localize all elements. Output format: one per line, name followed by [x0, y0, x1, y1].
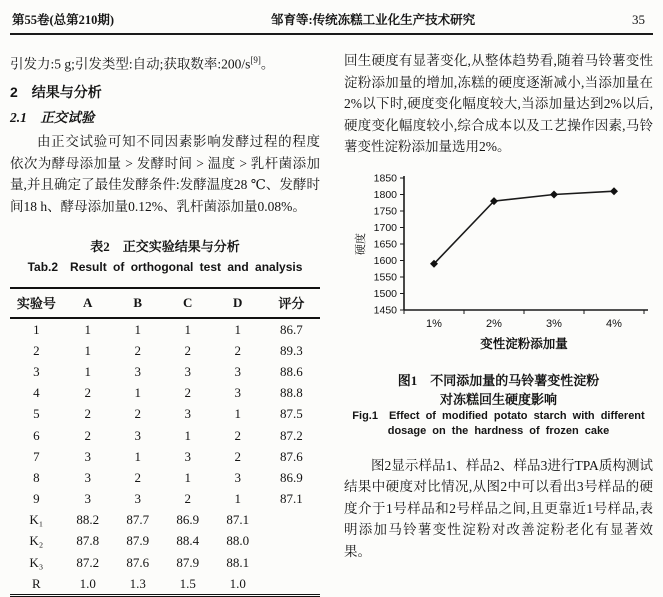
table-cell: 2 [184, 385, 191, 401]
table-cell: 3 [33, 363, 40, 379]
table-row [10, 383, 320, 404]
page-number: 35 [632, 12, 645, 27]
y-tick-label: 1700 [373, 221, 397, 234]
x-tick-label: 4% [606, 317, 622, 330]
table-cell: 87.2 [76, 554, 100, 570]
intro-text: 引发力:5 g;引发类型:自动;获取数率:200/s [10, 56, 251, 72]
table-cell: 1.0 [79, 575, 96, 591]
data-point [550, 190, 558, 198]
table-cell: 86.9 [280, 469, 303, 485]
table-cell: 3 [84, 469, 91, 485]
table-cell: 3 [234, 469, 241, 485]
table-cell: 87.6 [280, 448, 303, 464]
table-cell: 3 [234, 363, 241, 379]
table-cell: 87.6 [126, 554, 150, 570]
two-column-layout [10, 35, 653, 597]
table-cell: 1 [84, 321, 91, 337]
y-tick-label: 1600 [373, 254, 397, 267]
table-cell: 3 [134, 427, 141, 443]
table-cell: 2 [84, 427, 91, 443]
table-cell [263, 573, 320, 596]
table-cell: 2 [134, 406, 141, 422]
y-axis-label: 硬度 [355, 232, 367, 255]
y-tick-label: 1800 [373, 188, 397, 201]
left-column [10, 50, 320, 597]
figure-caption-en-line2: dosage on the hardness of frozen cake [387, 424, 610, 437]
table-cell: 89.3 [280, 342, 303, 358]
table-cell: 2 [134, 469, 141, 485]
table-cell: 1 [184, 321, 191, 337]
running-title: 邹育等:传统冻糕工业化生产技术研究 [270, 13, 476, 27]
table-cell: 2 [184, 342, 191, 358]
table-cell: 87.8 [76, 533, 100, 549]
table-cell: 88.8 [280, 385, 303, 401]
table-cell: 1 [234, 406, 241, 422]
table-row [10, 573, 320, 596]
table-cell: 87.9 [176, 554, 200, 570]
table-caption-zh: 表2 正交实验结果与分析 [90, 239, 240, 254]
page-header [10, 8, 653, 35]
table-cell: 1 [134, 321, 141, 337]
table-cell: 1 [184, 469, 191, 485]
table-row [10, 404, 320, 425]
table-cell: 2 [234, 342, 241, 358]
line-chart [352, 168, 652, 358]
table-cell [263, 552, 320, 573]
table-header-row [10, 288, 320, 318]
table-row [10, 510, 320, 531]
table-cell: 87.2 [280, 427, 303, 443]
table-row [10, 340, 320, 361]
data-line [434, 191, 614, 264]
table-cell: 1 [234, 321, 241, 337]
figure-caption-en-line1: Fig.1 Effect of modified potato starch with different [352, 409, 645, 422]
table-cell: 1 [134, 448, 141, 464]
table-cell: 3 [184, 363, 191, 379]
table-cell: 3 [134, 491, 141, 507]
y-tick-label: 1650 [373, 238, 397, 250]
table-cell: 2 [134, 342, 141, 358]
x-tick-label: 2% [486, 317, 502, 330]
table-cell [263, 531, 320, 552]
table-cell: 87.1 [226, 512, 250, 528]
table-cell: 88.1 [226, 554, 250, 570]
table-row [10, 318, 320, 340]
table-caption-en: Tab.2 Result of orthogonal test and analysis [27, 260, 303, 274]
table-cell: 1.5 [179, 575, 196, 591]
table-cell: 4 [33, 385, 40, 401]
table-cell: 86.9 [176, 512, 200, 528]
table-cell: 5 [33, 406, 40, 422]
y-tick-label: 1550 [373, 271, 397, 283]
table-cell: 2 [84, 406, 91, 422]
table-row [10, 425, 320, 446]
table-cell: 2 [234, 427, 241, 443]
table-cell: 6 [33, 427, 40, 443]
table-cell: 88.2 [76, 512, 100, 528]
table-cell: 3 [234, 385, 241, 401]
table-cell: 86.7 [280, 321, 303, 337]
section-heading-2: 2 结果与分析 [10, 84, 102, 100]
table-header-cell: 评分 [263, 288, 320, 318]
table-cell: 1.3 [129, 575, 146, 591]
table-header-cell: A [63, 288, 113, 318]
table-header-cell: D [213, 288, 263, 318]
table-cell: 1 [84, 342, 91, 358]
table-cell: 2 [84, 385, 91, 401]
table-cell: 3 [84, 448, 91, 464]
table-cell: 88.6 [280, 363, 303, 379]
table-cell: 1 [234, 491, 241, 507]
table-cell: 3 [184, 448, 191, 464]
table-cell: 1 [33, 321, 40, 337]
table-cell: 3 [134, 363, 141, 379]
tpa-paragraph: 图2显示样品1、样品2、样品3进行TPA质构测试结果中硬度对比情况,从图2中可以看出3号样品的硬度介于1号样品和2号样品之间,且更靠近1号样品,表明添加马铃薯变性淀粉对改善淀粉老化有显著效果。 [344, 457, 653, 559]
table-row [10, 361, 320, 382]
figure-caption-zh-line1: 图1 不同添加量的马铃薯变性淀粉 [397, 372, 600, 388]
table-cell: 88.4 [176, 533, 200, 549]
table-cell: 1.0 [229, 575, 246, 591]
table-row [10, 489, 320, 510]
table-cell: 8 [33, 469, 40, 485]
table-cell: K₂ [29, 533, 44, 549]
table-cell: 1 [134, 385, 141, 401]
table-header-cell: C [163, 288, 213, 318]
table-cell [263, 510, 320, 531]
right-column [344, 50, 653, 597]
table-cell: 2 [33, 342, 40, 358]
table-row [10, 552, 320, 573]
table-cell: 2 [234, 448, 241, 464]
table-cell: 7 [33, 448, 40, 464]
table-cell: 9 [33, 491, 40, 507]
data-point [610, 187, 618, 195]
table-cell: R [32, 575, 41, 591]
table-cell: 87.5 [280, 406, 303, 422]
table-cell: 87.9 [126, 533, 150, 549]
intro-line [10, 50, 320, 75]
y-tick-label: 1850 [373, 172, 397, 184]
table-cell: 3 [184, 406, 191, 422]
table-header-cell: 实验号 [10, 288, 63, 318]
table-header-cell: B [113, 288, 163, 318]
table-row [10, 467, 320, 488]
x-axis-label: 变性淀粉添加量 [480, 336, 568, 351]
orthogonal-table [10, 287, 320, 597]
reference-superscript: [9] [250, 55, 261, 65]
hardness-paragraph: 回生硬度有显著变化,从整体趋势看,随着马铃薯变性淀粉添加量的增加,冻糕的硬度逐渐减小,当添加量在2%以下时,硬度变化幅度较大,当添加量达到2%以后,硬度变化幅度较小,综合成本以及工艺操作因素,马铃薯变性淀粉添加量选用2%。 [344, 53, 653, 154]
y-tick-label: 1450 [373, 304, 397, 316]
table-row [10, 531, 320, 552]
figure-1 [352, 168, 653, 363]
table-cell: K₃ [29, 554, 44, 570]
figure-1-captions [344, 371, 653, 439]
figure-caption-zh-line2: 对冻糕回生硬度影响 [439, 391, 557, 407]
table-cell: 1 [184, 427, 191, 443]
y-tick-label: 1500 [373, 287, 397, 300]
section-heading-2-1: 2.1 正交试验 [10, 110, 95, 125]
journal-volume: 第55卷(总第210期) [12, 13, 115, 27]
table-cell: 3 [84, 491, 91, 507]
table-cell: 2 [184, 491, 191, 507]
y-tick-label: 1750 [373, 205, 397, 217]
table-cell: 87.1 [280, 491, 303, 507]
x-tick-label: 1% [426, 317, 442, 330]
table-cell: 87.7 [126, 512, 150, 528]
orthogonal-paragraph: 由正交试验可知不同因素影响发酵过程的程度依次为酵母添加量 > 发酵时间 > 温度 > 乳杆菌添加量,并且确定了最佳发酵条件:发酵温度28 ℃、发酵时间18 h、酵母添加量0.12%、乳杆菌添加量0.08%。 [10, 134, 320, 214]
table-cell: K₁ [29, 512, 44, 528]
intro-tail: 。 [260, 56, 275, 72]
table-cell: 1 [84, 363, 91, 379]
table-cell: 88.0 [226, 533, 250, 549]
x-tick-label: 3% [546, 317, 562, 330]
table-row [10, 446, 320, 467]
